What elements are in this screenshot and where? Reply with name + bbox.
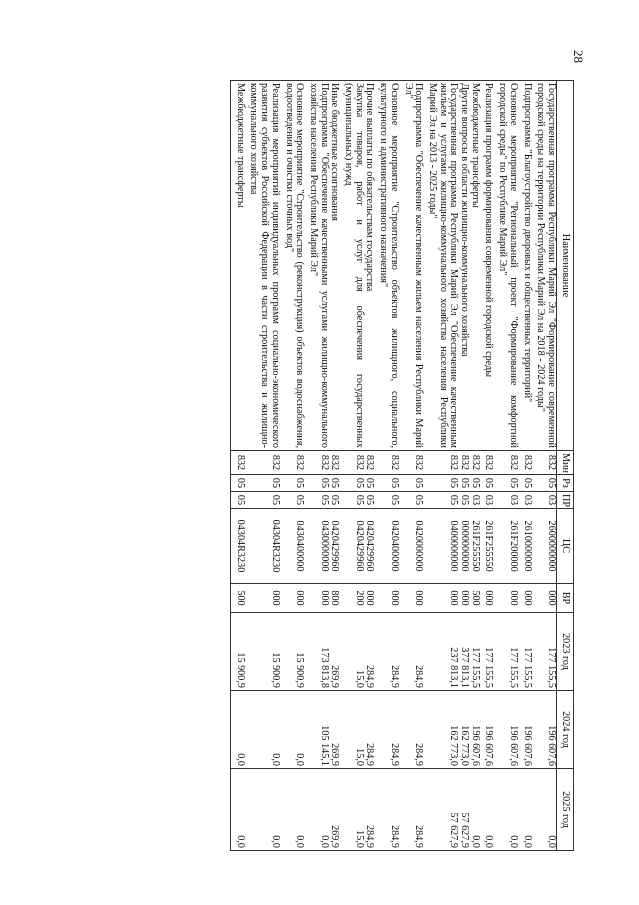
cell-rz-value: 05 — [448, 477, 460, 489]
cell-2023 — [304, 613, 339, 691]
table-row — [493, 81, 517, 851]
cell-name-value: Основное мероприятие "Строительство объектов жилищного, социального, культурного и административного назначения" — [378, 83, 400, 448]
table-row — [423, 81, 480, 851]
cell-rz — [493, 475, 517, 492]
cell-name-value: Закупка товаров, работ и услуг для обеспечения государственных (муниципальных) нужд — [343, 83, 365, 448]
budget-table — [230, 80, 574, 851]
cell-rz-value: 05 — [294, 477, 306, 489]
cell-2023 — [231, 613, 245, 691]
cell-pr — [231, 492, 245, 509]
cell-2025 — [399, 769, 423, 851]
cell-2023-value: 15 900,9 — [269, 652, 281, 688]
cell-cs — [374, 509, 398, 584]
cell-2025-value: 0,0 — [294, 835, 306, 848]
cell-pr-value: 05 — [364, 494, 376, 506]
header-cs: ЦС — [557, 509, 574, 584]
cell-cs — [280, 509, 304, 584]
cell-2023-value: 177 155,5 — [546, 647, 557, 688]
cell-min-value: 832 — [353, 454, 365, 471]
cell-2023 — [245, 613, 280, 691]
cell-pr — [339, 492, 374, 509]
cell-min-value: 832 — [469, 454, 481, 471]
cell-2024-value: 162 773,0 — [459, 725, 471, 766]
header-2024: 2024 год — [557, 691, 574, 769]
cell-name-value: Подпрограмма "Благоустройство дворовых и общественных территорий" — [521, 83, 533, 403]
cell-2025-value: 284,9 — [388, 825, 400, 848]
cell-vr — [280, 584, 304, 613]
cell-cs-value: 0430000000 — [318, 520, 330, 572]
cell-vr — [493, 584, 517, 613]
table-row — [532, 81, 557, 851]
cell-cs — [399, 509, 423, 584]
table-row — [399, 81, 423, 851]
cell-cs-value: 0420429960 — [364, 520, 376, 572]
cell-min-value: 832 — [448, 454, 460, 471]
cell-2023-value: 284,9 — [364, 665, 376, 688]
cell-2023 — [532, 613, 557, 691]
table-row — [374, 81, 398, 851]
cell-2023-value: 177 155,5 — [483, 647, 495, 688]
cell-2025-value: 0,0 — [483, 835, 495, 848]
cell-pr-value: 05 — [234, 494, 246, 506]
table-row — [304, 81, 339, 851]
cell-2025-value: 0,0 — [521, 835, 533, 848]
cell-pr — [374, 492, 398, 509]
cell-name-value: Основное мероприятие "Строительство (реконструкция) объектов водоснабжения, водоотведения и очистки сточных вод" — [283, 83, 306, 448]
table-row — [339, 81, 374, 851]
cell-vr-value: 000 — [269, 590, 281, 606]
cell-vr-value: 200 — [353, 590, 365, 606]
cell-cs — [518, 509, 532, 584]
cell-name-value: Государственная программа Республики Марий Эл "Обеспечение качественным жильем и услугами жилищно-коммунального хозяйства населения Республики Марий Эл на 2013 - 2025 годы" — [426, 83, 460, 448]
cell-2025-value: 0,0 — [546, 835, 557, 848]
cell-min-value: 832 — [413, 454, 425, 471]
cell-2025-value: 57 627,9 — [448, 812, 460, 848]
cell-vr — [231, 584, 245, 613]
cell-min-value: 832 — [294, 454, 306, 471]
cell-min-value: 832 — [318, 454, 330, 471]
cell-name — [518, 81, 532, 451]
cell-name — [399, 81, 423, 451]
cell-pr — [532, 492, 557, 509]
cell-pr-value: 03 — [546, 494, 557, 506]
cell-min — [480, 451, 494, 475]
cell-name-value: Реализация программ формирования современной городской среды — [483, 83, 495, 378]
cell-cs — [423, 509, 480, 584]
cell-pr-value: 05 — [413, 494, 425, 506]
cell-name — [231, 81, 245, 451]
cell-min — [374, 451, 398, 475]
cell-cs-value: 04304R3230 — [269, 519, 281, 573]
cell-name-value: Межбюджетные трансферты — [234, 83, 246, 208]
cell-rz — [231, 475, 245, 492]
cell-vr — [245, 584, 280, 613]
cell-vr-value: 000 — [521, 590, 533, 606]
cell-name-value: Реализация мероприятий индивидуальных программ социально-экономического развития субъектов Российской Федерации в части строительства и жилищно-коммунального хозяйства — [248, 83, 281, 448]
cell-2023 — [339, 613, 374, 691]
rotated-table-container — [98, 80, 574, 850]
cell-2024-value: 105 145,1 — [318, 725, 330, 766]
cell-2023 — [374, 613, 398, 691]
cell-2024-value: 0,0 — [294, 753, 306, 766]
cell-name-value: Иные бюджетные ассигнования — [329, 83, 341, 221]
cell-2025-value: 0,0 — [318, 835, 330, 848]
cell-cs-value: 0420000000 — [413, 520, 425, 572]
cell-2023-value: 284,9 — [413, 665, 425, 688]
cell-2023-value: 15 900,9 — [234, 652, 246, 688]
cell-rz — [374, 475, 398, 492]
cell-2023-value: 15,0 — [353, 670, 365, 688]
cell-rz-value: 05 — [413, 477, 425, 489]
cell-cs-value: 0430400000 — [294, 520, 306, 572]
cell-pr-value: 05 — [459, 494, 471, 506]
cell-2024-value: 0,0 — [234, 753, 246, 766]
cell-pr — [518, 492, 532, 509]
cell-min — [280, 451, 304, 475]
cell-vr-value: 500 — [469, 590, 481, 606]
cell-2023-value: 177 155,5 — [507, 647, 519, 688]
cell-vr-value: 800 — [329, 590, 341, 606]
cell-name-value: Прочие выплаты по обязательствам государства — [364, 83, 376, 292]
cell-vr-value: 000 — [318, 590, 330, 606]
cell-name — [280, 81, 304, 451]
cell-2024 — [480, 691, 494, 769]
cell-cs — [245, 509, 280, 584]
cell-2023-value: 284,9 — [388, 665, 400, 688]
cell-2024 — [493, 691, 517, 769]
cell-min-value: 832 — [521, 454, 533, 471]
cell-min-value: 832 — [364, 454, 376, 471]
cell-2025 — [231, 769, 245, 851]
cell-2024-value: 0,0 — [269, 753, 281, 766]
cell-2024 — [339, 691, 374, 769]
cell-pr-value: 05 — [294, 494, 306, 506]
cell-2025 — [480, 769, 494, 851]
cell-cs — [231, 509, 245, 584]
cell-2025 — [532, 769, 557, 851]
cell-min-value: 832 — [329, 454, 341, 471]
cell-cs-value: 04304R3230 — [234, 519, 246, 573]
cell-2023-value: 173 813,8 — [318, 647, 330, 688]
cell-2025 — [339, 769, 374, 851]
cell-pr-value: 05 — [448, 494, 460, 506]
cell-name — [493, 81, 517, 451]
cell-cs-value: 2610000000 — [521, 520, 533, 572]
cell-vr-value: 000 — [546, 590, 557, 606]
cell-rz — [480, 475, 494, 492]
cell-cs — [480, 509, 494, 584]
cell-pr-value: 05 — [329, 494, 341, 506]
cell-2024 — [532, 691, 557, 769]
cell-2025 — [493, 769, 517, 851]
cell-cs-value: 0420429960 — [329, 520, 341, 572]
header-2023: 2023 год — [557, 613, 574, 691]
cell-vr-value: 000 — [507, 590, 519, 606]
cell-min — [304, 451, 339, 475]
cell-2024-value: 196 607,6 — [546, 725, 557, 766]
cell-2024-value: 284,9 — [364, 743, 376, 766]
cell-vr-value: 000 — [413, 590, 425, 606]
cell-2023-value: 15 900,9 — [294, 652, 306, 688]
cell-2024-value: 196 607,6 — [521, 725, 533, 766]
cell-cs-value: 261F255550 — [469, 520, 481, 572]
cell-2023 — [480, 613, 494, 691]
cell-cs — [532, 509, 557, 584]
cell-vr — [532, 584, 557, 613]
cell-min — [532, 451, 557, 475]
cell-name — [339, 81, 374, 451]
cell-vr-value: 000 — [364, 590, 376, 606]
cell-2024-value: 196 607,6 — [507, 725, 519, 766]
cell-vr — [518, 584, 532, 613]
cell-rz-value: 05 — [546, 477, 557, 489]
page-number: 28 — [571, 50, 586, 63]
cell-pr — [423, 492, 480, 509]
cell-min-value: 832 — [507, 454, 519, 471]
cell-pr — [493, 492, 517, 509]
cell-name — [245, 81, 280, 451]
header-rz: Рз — [557, 475, 574, 492]
cell-2023-value: 237 813,1 — [448, 647, 460, 688]
cell-vr-value: 500 — [234, 590, 246, 606]
header-vr: ВР — [557, 584, 574, 613]
cell-rz-value: 05 — [234, 477, 246, 489]
cell-name — [304, 81, 339, 451]
cell-vr — [304, 584, 339, 613]
cell-pr — [245, 492, 280, 509]
cell-cs-value: 261F200000 — [507, 520, 519, 572]
cell-rz-value: 05 — [459, 477, 471, 489]
cell-vr-value: 000 — [294, 590, 306, 606]
cell-rz — [532, 475, 557, 492]
cell-2023-value: 177 155,5 — [469, 647, 481, 688]
cell-vr — [374, 584, 398, 613]
cell-2023 — [518, 613, 532, 691]
cell-vr-value: 000 — [459, 590, 471, 606]
cell-min-value: 832 — [388, 454, 400, 471]
cell-2025-value: 269,9 — [329, 825, 341, 848]
cell-2023-value: 269,9 — [329, 665, 341, 688]
cell-rz-value: 05 — [364, 477, 376, 489]
cell-pr — [280, 492, 304, 509]
cell-2025 — [304, 769, 339, 851]
cell-2025-value: 284,9 — [364, 825, 376, 848]
cell-min — [399, 451, 423, 475]
cell-2025-value: 15,0 — [353, 830, 365, 848]
cell-rz — [518, 475, 532, 492]
cell-pr-value: 03 — [483, 494, 495, 506]
cell-min-value: 832 — [234, 454, 246, 471]
cell-rz-value: 05 — [329, 477, 341, 489]
cell-2024-value: 162 773,0 — [448, 725, 460, 766]
cell-2023 — [399, 613, 423, 691]
cell-vr-value: 000 — [483, 590, 495, 606]
table-header-row — [557, 81, 574, 851]
cell-2024 — [423, 691, 480, 769]
cell-2025 — [518, 769, 532, 851]
cell-2025 — [374, 769, 398, 851]
cell-2025-value: 0,0 — [469, 835, 481, 848]
table-row — [280, 81, 304, 851]
cell-cs — [339, 509, 374, 584]
cell-rz — [423, 475, 480, 492]
cell-rz-value: 05 — [318, 477, 330, 489]
cell-rz — [280, 475, 304, 492]
cell-cs-value: 0420400000 — [388, 520, 400, 572]
cell-2025-value: 0,0 — [269, 835, 281, 848]
cell-rz-value: 05 — [388, 477, 400, 489]
cell-2024-value: 196 607,6 — [483, 725, 495, 766]
cell-rz-value: 05 — [469, 477, 481, 489]
cell-rz-value: 05 — [521, 477, 533, 489]
cell-cs — [493, 509, 517, 584]
cell-name-value: Межбюджетные трансферты — [469, 83, 481, 208]
cell-name-value: Подпрограмма "Обеспечение качественными услугами жилищно-коммунального хозяйства населения Республики Марий Эл" — [307, 83, 330, 448]
cell-cs-value: 0000000000 — [459, 520, 471, 572]
cell-min-value: 832 — [269, 454, 281, 471]
cell-min — [339, 451, 374, 475]
cell-cs-value: 261F255550 — [483, 520, 495, 572]
cell-rz — [304, 475, 339, 492]
cell-min — [245, 451, 280, 475]
cell-vr — [423, 584, 480, 613]
cell-min — [518, 451, 532, 475]
cell-2025-value: 284,9 — [413, 825, 425, 848]
cell-rz-value: 05 — [269, 477, 281, 489]
cell-pr-value: 03 — [521, 494, 533, 506]
cell-name — [423, 81, 480, 451]
cell-2023 — [493, 613, 517, 691]
cell-name-value: Основное мероприятие "Региональный проект "Формирование комфортной городской среды" по Республике Марий Эл" — [497, 83, 519, 448]
cell-min — [493, 451, 517, 475]
cell-name — [480, 81, 494, 451]
cell-name-value: Подпрограмма "Обеспечение качественным жильем населения Республики Марий Эл" — [402, 83, 425, 448]
cell-pr-value: 05 — [388, 494, 400, 506]
cell-2024 — [518, 691, 532, 769]
cell-vr — [339, 584, 374, 613]
cell-2023-value: 377 813,1 — [459, 647, 471, 688]
table-row — [231, 81, 245, 851]
header-min: Мин — [557, 451, 574, 475]
cell-min — [423, 451, 480, 475]
cell-2023 — [423, 613, 480, 691]
cell-pr — [304, 492, 339, 509]
cell-name-value: Государственная программа Республики Марий Эл "Формирование современной городской среды на территории Республики Марий Эл на 2018 - 2024 годы" — [535, 83, 557, 448]
cell-pr-value: 03 — [507, 494, 519, 506]
cell-name — [374, 81, 398, 451]
cell-pr-value: 03 — [469, 494, 481, 506]
cell-pr — [480, 492, 494, 509]
cell-2024-value: 196 607,6 — [469, 725, 481, 766]
cell-vr-value: 000 — [388, 590, 400, 606]
cell-cs-value: 2600000000 — [546, 520, 557, 572]
cell-cs-value: 0400000000 — [448, 520, 460, 572]
cell-min — [231, 451, 245, 475]
cell-2024 — [304, 691, 339, 769]
table-body — [231, 81, 557, 851]
header-name: Наименование — [557, 81, 574, 451]
cell-2024-value: 284,9 — [388, 743, 400, 766]
cell-min-value: 832 — [546, 454, 557, 471]
cell-2024-value: 284,9 — [413, 743, 425, 766]
cell-rz-value: 05 — [483, 477, 495, 489]
cell-2024 — [399, 691, 423, 769]
cell-name — [532, 81, 557, 451]
cell-vr — [480, 584, 494, 613]
cell-name-value: Другие вопросы в области жилищно-коммунального хозяйства — [459, 83, 471, 357]
header-2025: 2025 год — [557, 769, 574, 851]
table-row — [480, 81, 494, 851]
cell-rz — [245, 475, 280, 492]
table-row — [518, 81, 532, 851]
cell-2025-value: 0,0 — [507, 835, 519, 848]
cell-2024 — [280, 691, 304, 769]
cell-rz-value: 05 — [507, 477, 519, 489]
table-row — [245, 81, 280, 851]
cell-cs-value: 0420429960 — [353, 520, 365, 572]
cell-2024 — [231, 691, 245, 769]
cell-2024 — [245, 691, 280, 769]
header-pr: ПР — [557, 492, 574, 509]
cell-rz — [339, 475, 374, 492]
cell-2025-value: 57 627,9 — [459, 812, 471, 848]
cell-2024-value: 15,0 — [353, 748, 365, 766]
cell-pr-value: 05 — [318, 494, 330, 506]
cell-vr — [399, 584, 423, 613]
cell-2025 — [423, 769, 480, 851]
cell-rz — [399, 475, 423, 492]
cell-vr-value: 000 — [448, 590, 460, 606]
cell-2025 — [245, 769, 280, 851]
cell-pr-value: 05 — [269, 494, 281, 506]
cell-rz-value: 05 — [353, 477, 365, 489]
cell-2025 — [280, 769, 304, 851]
cell-min-value: 832 — [483, 454, 495, 471]
cell-2023 — [280, 613, 304, 691]
cell-2024-value: 269,9 — [329, 743, 341, 766]
cell-2025-value: 0,0 — [234, 835, 246, 848]
cell-2024 — [374, 691, 398, 769]
cell-pr — [399, 492, 423, 509]
cell-2023-value: 177 155,5 — [521, 647, 533, 688]
cell-cs — [304, 509, 339, 584]
cell-min-value: 832 — [459, 454, 471, 471]
cell-pr-value: 05 — [353, 494, 365, 506]
